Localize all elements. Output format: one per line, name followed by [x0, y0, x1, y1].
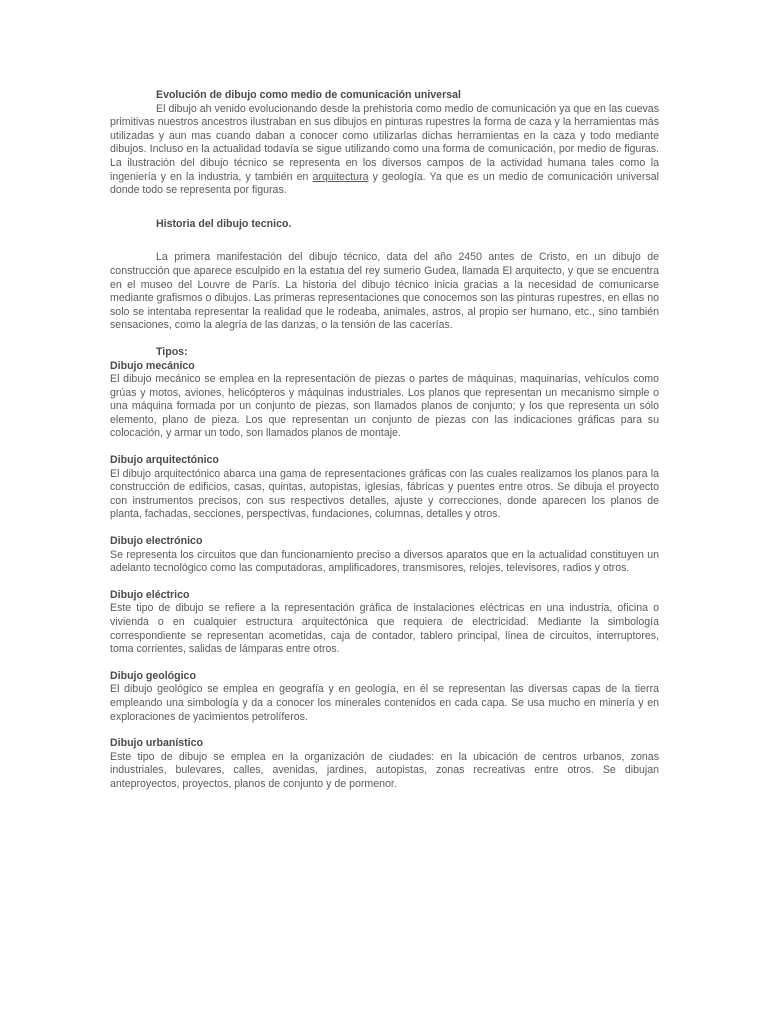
tipos-label: Tipos:	[156, 345, 188, 358]
intro-paragraph	[110, 103, 659, 198]
section-dibujo-arquitectonico	[110, 454, 659, 522]
section-dibujo-mecanico	[110, 360, 659, 442]
section-heading: Dibujo mecánico	[110, 359, 195, 372]
history-paragraph: La primera manifestación del dibujo técnico, data del año 2450 antes de Cristo, en un dibujo de construcción que aparece esculpido en la estatua del rey sumerio Gudea, llamada El arquitecto, y que se encuentra en el museo del Louvre de París. La historia del dibujo técnico inicia gracias a la necesidad de comunicarse mediante grafismos o dibujos. Las primeras representaciones que conocemos son las pinturas rupestres, en ellas no solo se intentaba representar la realidad que le rodeaba, animales, astros, al propio ser humano, etc., sino también sensaciones, como la alegría de las danzas, o la tensión de las cacerías.	[110, 251, 659, 332]
history-heading: Historia del dibujo tecnico.	[156, 217, 292, 230]
section-text: Se representa los circuitos que dan funcionamiento preciso a diversos aparatos que en la actualidad constituyen un adelanto tecnológico como las computadoras, amplificadores, transmisores, relojes, televisores, radios y otros.	[110, 548, 659, 575]
section-text: El dibujo mecánico se emplea en la representación de piezas o partes de máquinas, maquinarias, vehículos como grúas y motos, aviones, helicópteros y máquinas industriales. Los planos que representan un mecanismo simple o una máquina formada por un conjunto de piezas, son llamados planos de conjunto; y los que representa un sólo elemento, plano de pieza. Los que representan un conjunto de piezas con las indicaciones gráficas para su colocación, y armar un todo, son llamados planos de montaje.	[110, 373, 659, 440]
section-text: El dibujo arquitectónico abarca una gama de representaciones gráficas con las cuales realizamos los planos para la construcción de edificios, casas, quintas, autopistas, iglesias, fábricas y puentes entre otros. Se dibuja el proyecto con instrumentos precisos, con sus respectivos detalles, ajuste y correcciones, donde aparecen los planos de planta, fachadas, secciones, perspectivas, fundaciones, columnas, detalles y otros.	[110, 467, 659, 521]
document-title: Evolución de dibujo como medio de comunicación universal	[156, 89, 461, 101]
section-text: Este tipo de dibujo se emplea en la organización de ciudades: en la ubicación de centros urbanos, zonas industriales, bulevares, calles, avenidas, jardines, autopistas, zonas recreativas entre otros. Se dibujan anteproyectos, proyectos, planos de conjunto y de pormenor.	[110, 750, 659, 790]
section-heading: Dibujo electrónico	[110, 535, 203, 548]
section-dibujo-electrico	[110, 589, 659, 657]
arquitectura-link[interactable]: arquitectura	[312, 170, 369, 183]
intro-text-after-link: y geología. Ya que es un medio de comunicación universal donde todo se representa por figuras.	[110, 170, 659, 197]
section-heading: Dibujo geológico	[110, 669, 196, 682]
section-heading: Dibujo urbanístico	[110, 737, 203, 750]
document-page	[110, 89, 659, 805]
section-text: Este tipo de dibujo se refiere a la representación gráfica de instalaciones eléctricas en una industria, oficina o vivienda o en cualquier estructura arquitectónica que requiera de electricidad. Mediante la simbología correspondiente se representan acometidas, caja de contador, tablero principal, línea de circuitos, interruptores, toma corrientes, salidas de lámparas entre otros.	[110, 602, 659, 656]
section-heading: Dibujo arquitectónico	[110, 454, 219, 467]
section-text: El dibujo geológico se emplea en geografía y en geología, en él se representan las diversas capas de la tierra empleando una simbología y da a conocer los minerales contenidos en cada capa. Se usa mucho en minería y en exploraciones de yacimientos petrolíferos.	[110, 683, 659, 723]
section-dibujo-urbanistico	[110, 737, 659, 791]
section-heading: Dibujo eléctrico	[110, 588, 190, 601]
intro-text-before-link: El dibujo ah venido evolucionando desde la prehistoria como medio de comunicación ya que en las cuevas primitivas nuestros ancestros ilustraban en sus dibujos en pinturas rupestres la forma de caza y la herramientas más utilizadas y aun mas cuando daban a conocer como utilizarlas dichas herramientas en la caza y todo mediante dibujos. Incluso en la actualidad todavía se sigue utilizando como una forma de comunicación, por medio de figuras. La ilustración del dibujo técnico se representa en los diversos campos de la actividad humana tales como la ingeniería y en la industria, y también en	[110, 102, 659, 183]
section-dibujo-electronico	[110, 535, 659, 576]
section-dibujo-geologico	[110, 670, 659, 724]
